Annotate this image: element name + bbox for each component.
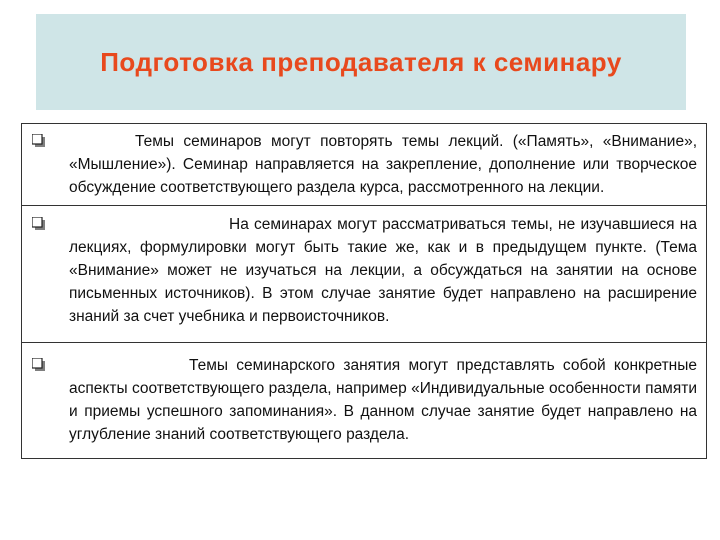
table-cell — [22, 343, 707, 459]
title-banner — [36, 14, 686, 110]
item-text: На семинарах могут рассматриваться темы, не изучавшиеся на лекциях, формулировки могут быть такие же, как и в предыдущем пункте. (Тема «Внимание» может не изучаться на лекции, а обсуждаться на занятии на основе письменных источников). В этом случае занятие будет направлено на расширение знаний за счет учебника и первоисточников. — [69, 216, 697, 325]
list-item — [22, 124, 706, 205]
table-cell — [22, 206, 707, 343]
table-row — [22, 124, 707, 206]
item-text: Темы семинарского занятия могут представлять собой конкретные аспекты соответствующего раздела, например «Индивидуальные особенности памяти и приемы успешного запоминания». В данном случае занятие будет направлено на углубление знаний соответствующего раздела. — [69, 357, 697, 443]
checkbox-square-bullet-icon — [32, 358, 45, 371]
table-row — [22, 343, 707, 459]
item-text: Темы семинаров могут повторять темы лекций. («Память», «Внимание», «Мышление»). Семинар направляется на закрепление, дополнение или творческое обсуждение соответствующего раздела курса, рассмотренного на лекции. — [69, 133, 697, 196]
table-cell — [22, 124, 707, 206]
list-item — [22, 206, 706, 342]
list-item — [22, 343, 706, 458]
checkbox-square-bullet-icon — [32, 134, 45, 147]
table-row — [22, 206, 707, 343]
content-table — [21, 123, 707, 459]
checkbox-square-bullet-icon — [32, 217, 45, 230]
slide-title: Подготовка преподавателя к семинару — [100, 46, 622, 77]
